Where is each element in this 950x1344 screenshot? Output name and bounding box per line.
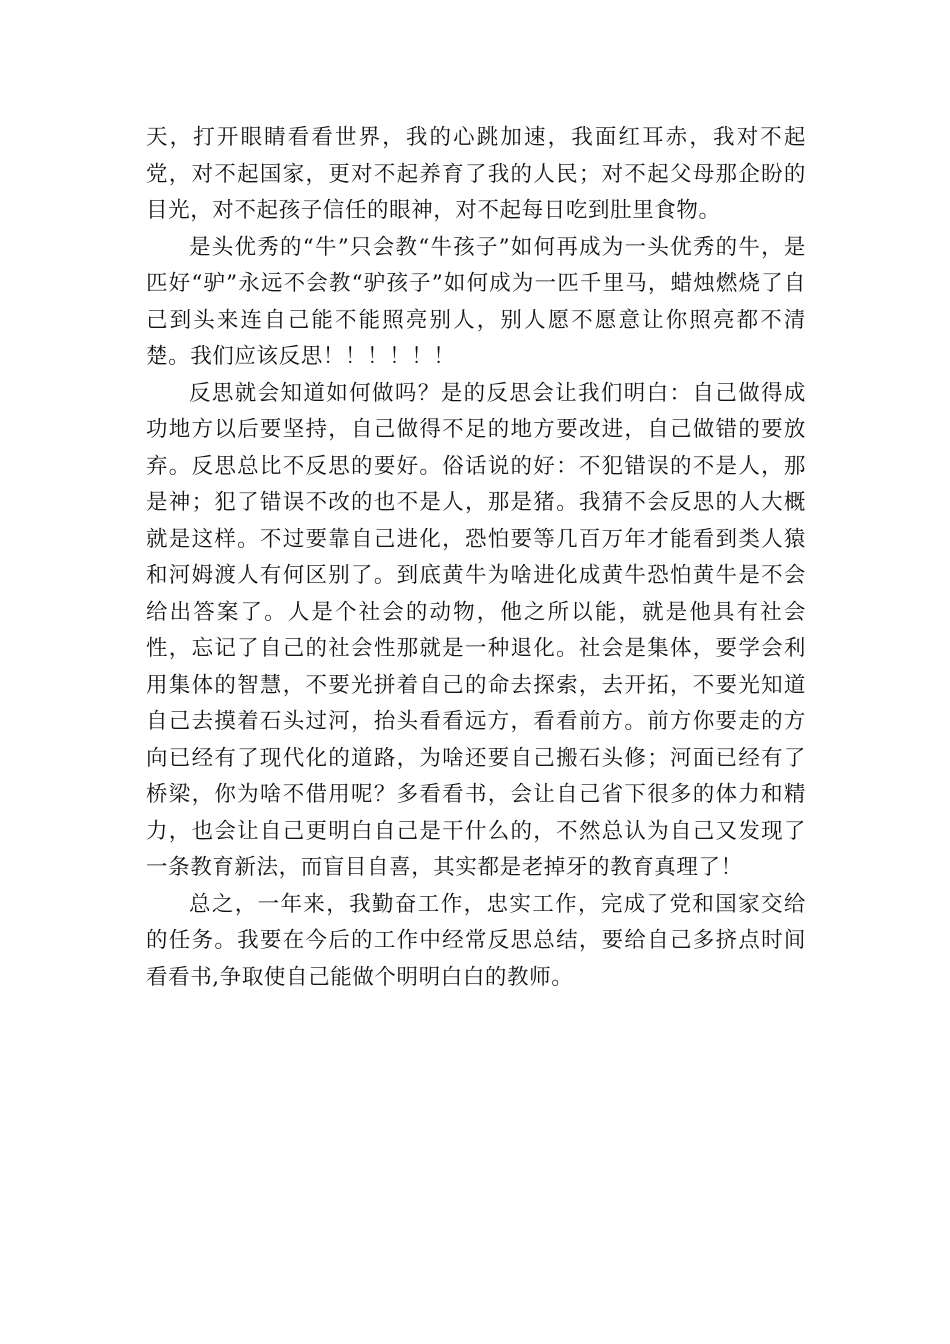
paragraph-1: 天，打开眼睛看看世界，我的心跳加速，我面红耳赤，我对不起党，对不起国家，更对不起养育了我的人民；对不起父母那企盼的目光，对不起孩子信任的眼神，对不起每日吃到肚里食物。 xyxy=(146,125,806,223)
document-body xyxy=(146,120,806,996)
paragraph-3: 反思就会知道如何做吗？是的反思会让我们明白：自己做得成功地方以后要坚持，自己做得不足的地方要改进，自己做错的要放弃。反思总比不反思的要好。俗话说的好：不犯错误的不是人，那是神；犯了错误不改的也不是人，那是猪。我猜不会反思的人大概就是这样。不过要靠自己进化，恐怕要等几百万年才能看到类人猿和河姆渡人有何区别了。到底黄牛为啥进化成黄牛恐怕黄牛是不会给出答案了。人是个社会的动物，他之所以能，就是他具有社会性，忘记了自己的社会性那就是一种退化。社会是集体，要学会利用集体的智慧，不要光拼着自己的命去探索，去开拓，不要光知道自己去摸着石头过河，抬头看看远方，看看前方。前方你要走的方向已经有了现代化的道路，为啥还要自己搬石头修；河面已经有了桥梁，你为啥不借用呢？多看看书，会让自己省下很多的体力和精力，也会让自己更明白自己是干什么的，不然总认为自己又发现了一条教育新法，而盲目自喜，其实都是老掉牙的教育真理了！ xyxy=(146,380,806,880)
paragraph-2: 是头优秀的“牛”只会教“牛孩子”如何再成为一头优秀的牛，是匹好“驴”永远不会教“驴孩子”如何成为一匹千里马，蜡烛燃烧了自己到头来连自己能不能照亮别人，别人愿不愿意让你照亮都不清楚。我们应该反思！！！！！！ xyxy=(146,234,806,369)
paragraph-4: 总之，一年来，我勤奋工作，忠实工作，完成了党和国家交给的任务。我要在今后的工作中经常反思总结，要给自己多挤点时间看看书,争取使自己能做个明明白白的教师。 xyxy=(146,891,806,990)
